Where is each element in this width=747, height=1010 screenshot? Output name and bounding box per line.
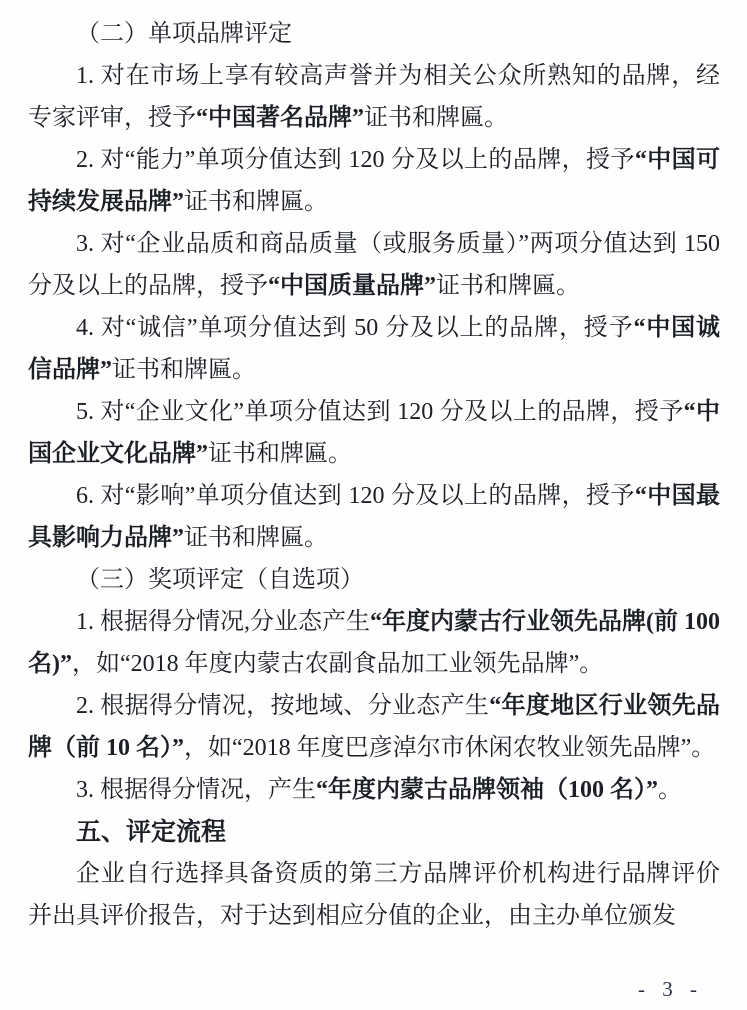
emphasized-text-run: “年度内蒙古品牌领袖（100 名）” [316,777,658,803]
text-run: 3. 根据得分情况，产生 [76,777,316,803]
text-run: 。 [658,777,682,803]
text-run: （三）奖项评定（自选项） [76,567,364,593]
text-run: 6. 对“影响”单项分值达到 120 分及以上的品牌，授予 [76,483,635,509]
text-run: 2. 根据得分情况，按地域、分业态产生 [76,693,490,719]
emphasized-text-run: “中国企业文化品牌” [28,399,721,467]
document-body [28,13,720,937]
text-run: 4. 对“诚信”单项分值达到 50 分及以上的品牌，授予 [76,315,634,341]
text-run: （二）单项品牌评定 [76,21,292,47]
single-brand-item-3 [28,223,720,307]
text-run: 证书和牌匾。 [184,189,328,215]
text-run: ，如“2018 年度内蒙古农副食品加工业领先品牌”。 [72,651,604,677]
emphasized-text-run: 五、评定流程 [76,818,227,846]
process-paragraph [28,853,720,937]
section-heading-3 [28,559,720,601]
emphasized-text-run: “年度内蒙古行业领先品牌(前 100 名)” [28,609,720,677]
award-item-2 [28,685,720,769]
text-run: 1. 根据得分情况,分业态产生 [76,609,370,635]
award-item-3 [28,769,720,811]
single-brand-item-2 [28,139,720,223]
text-run: 证书和牌匾。 [436,273,580,299]
single-brand-item-4 [28,307,720,391]
text-run: 证书和牌匾。 [112,357,256,383]
section-heading-2 [28,13,720,55]
emphasized-text-run: “中国诚信品牌” [28,315,721,383]
emphasized-text-run: “中国可持续发展品牌” [28,147,720,215]
text-run: 3. 对“企业品质和商品质量（或服务质量）”两项分值达到 150 分及以上的品牌，授予 [28,231,720,299]
page-number: - 3 - [638,977,703,1001]
emphasized-text-run: “年度地区行业领先品牌（前 10 名）” [28,693,721,761]
text-run: 1. 对在市场上享有较高声誉并为相关公众所熟知的品牌，经专家评审，授予 [28,63,720,131]
single-brand-item-6 [28,475,720,559]
emphasized-text-run: “中国著名品牌” [196,105,364,131]
emphasized-text-run: “中国最具影响力品牌” [28,483,720,551]
text-run: 证书和牌匾。 [364,105,508,131]
single-brand-item-1 [28,55,720,139]
emphasized-text-run: “中国质量品牌” [268,273,436,299]
text-run: 2. 对“能力”单项分值达到 120 分及以上的品牌，授予 [76,147,635,173]
text-run: ，如“2018 年度巴彦淖尔市休闲农牧业领先品牌”。 [184,735,716,761]
award-item-1 [28,601,720,685]
text-run: 5. 对“企业文化”单项分值达到 120 分及以上的品牌，授予 [76,399,684,425]
text-run: 企业自行选择具备资质的第三方品牌评价机构进行品牌评价并出具评价报告，对于达到相应分值的企业，由主办单位颁发 [28,861,720,929]
single-brand-item-5 [28,391,720,475]
text-run: 证书和牌匾。 [208,441,352,467]
text-run: 证书和牌匾。 [184,525,328,551]
section-heading-5 [28,811,720,853]
